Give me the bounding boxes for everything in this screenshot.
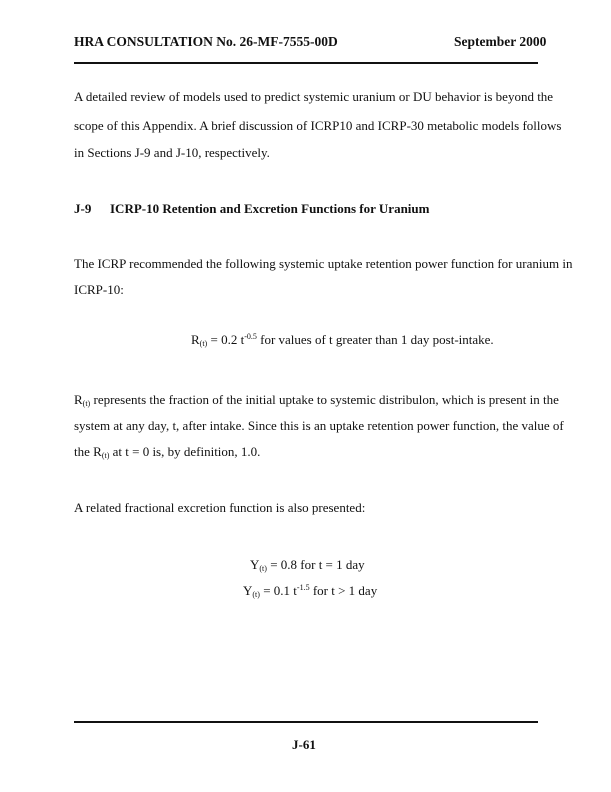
text-line: scope of this Appendix. A brief discussion of ICRP10 and ICRP-30 metabolic models follows [74, 118, 562, 133]
text-line [74, 392, 559, 408]
symbol: R [74, 392, 83, 407]
eq-text: = 0.8 for t = 1 day [266, 557, 365, 572]
eq-symbol: Y [243, 583, 253, 598]
text: represents the fraction of the initial uptake to systemic distribulon, which is present in the [90, 392, 559, 407]
document-header-date: September 2000 [454, 34, 547, 49]
text-line: in Sections J-9 and J-10, respectively. [74, 145, 270, 160]
subscript: (t) [82, 399, 91, 408]
text: the R [74, 444, 102, 459]
header-rule [74, 62, 538, 64]
eq-symbol: R [191, 332, 200, 347]
document-header-title: HRA CONSULTATION No. 26-MF-7555-00D [74, 34, 338, 49]
text: at t = 0 is, by definition, 1.0. [109, 444, 261, 459]
eq-text: = 0.1 t [259, 583, 297, 598]
eq-text: for values of t greater than 1 day post-intake. [256, 332, 494, 347]
eq-text: = 0.2 t [207, 332, 245, 347]
eq-subscript: (t) [259, 564, 267, 573]
section-title: ICRP-10 Retention and Excretion Functions for Uranium [110, 201, 430, 216]
eq-text: for t > 1 day [309, 583, 378, 598]
paragraph-excretion-intro: A related fractional excretion function is also presented: [74, 500, 366, 515]
text-line: ICRP-10: [74, 282, 124, 297]
text-line [74, 444, 260, 460]
eq-subscript: (t) [199, 339, 208, 348]
text-line: system at any day, t, after intake. Since this is an uptake retention power function, the value of [74, 418, 564, 433]
subscript: (t) [101, 451, 110, 460]
excretion-equation-after [243, 583, 377, 599]
eq-subscript: (t) [252, 590, 260, 599]
text-line: The ICRP recommended the following systemic uptake retention power function for uranium in [74, 256, 573, 271]
excretion-equation-day1 [250, 557, 365, 573]
eq-exponent: -0.5 [244, 332, 257, 341]
section-heading [74, 201, 430, 217]
eq-exponent: -1.5 [296, 583, 310, 592]
retention-equation [191, 332, 494, 348]
footer-rule [74, 721, 538, 723]
eq-symbol: Y [250, 557, 260, 572]
section-number: J-9 [74, 201, 92, 216]
text-line: A detailed review of models used to predict systemic uranium or DU behavior is beyond the [74, 89, 554, 104]
page-number: J-61 [292, 737, 316, 752]
